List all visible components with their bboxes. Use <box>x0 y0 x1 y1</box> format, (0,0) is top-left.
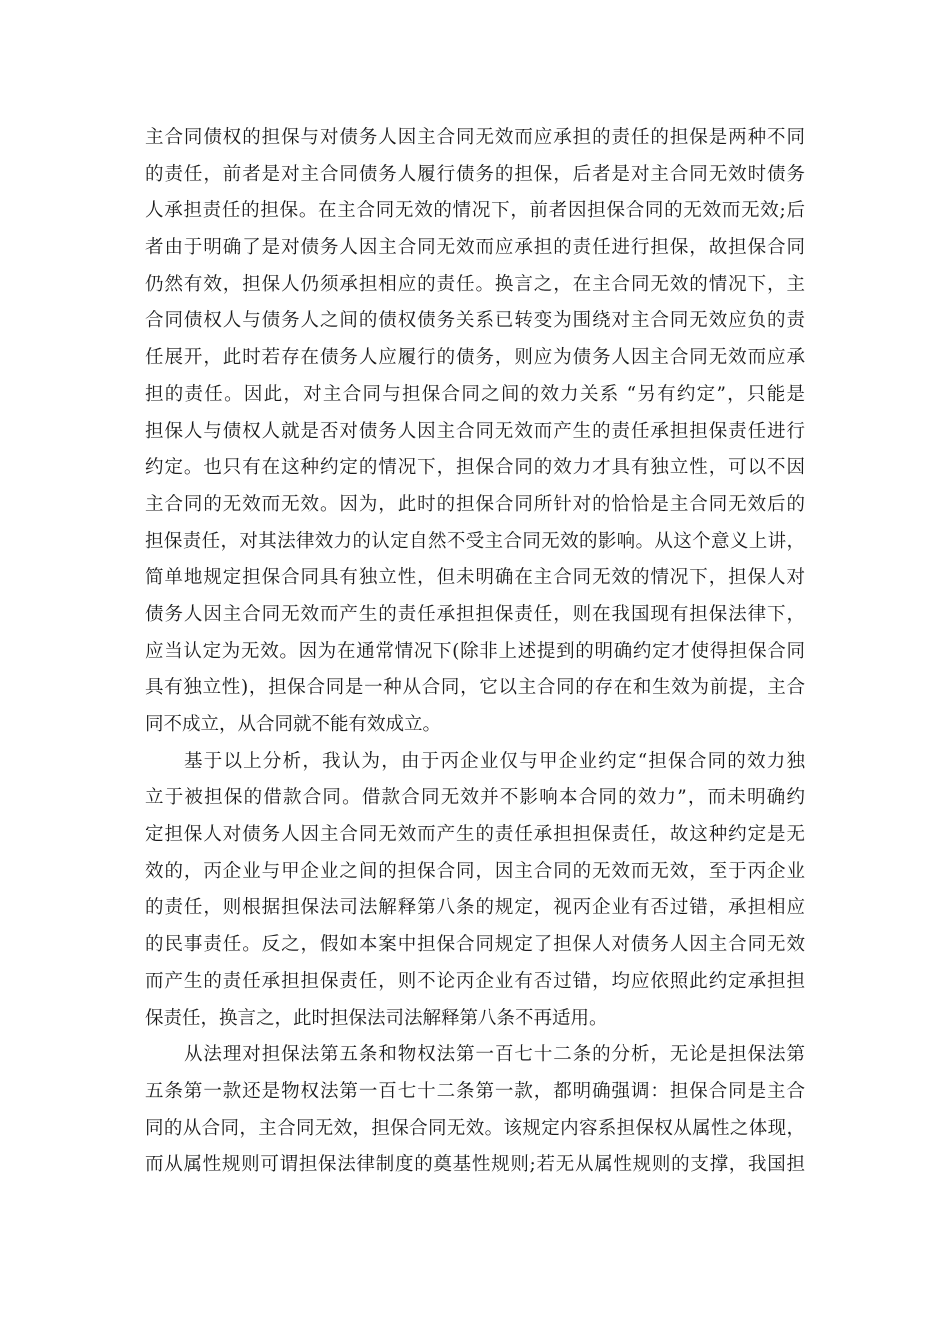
text-line: 担的责任。因此，对主合同与担保合同之间的效力关系 “另有约定”，只能是 <box>145 383 805 405</box>
text-line: 定担保人对债务人因主合同无效而产生的责任承担担保责任，故这种约定是无 <box>145 824 805 846</box>
paragraph-3 <box>145 1037 805 1184</box>
text-line: 同的从合同，主合同无效，担保合同无效。该规定内容系担保权从属性之体现， <box>145 1117 805 1139</box>
text-line: 立于被担保的借款合同。借款合同无效并不影响本合同的效力”，而未明确约 <box>145 787 805 809</box>
text-line: 合同债权人与债务人之间的债权债务关系已转变为围绕对主合同无效应负的责 <box>145 310 805 332</box>
text-line: 具有独立性)，担保合同是一种从合同，它以主合同的存在和生效为前提，主合 <box>145 677 805 699</box>
text-line: 五条第一款还是物权法第一百七十二条第一款，都明确强调：担保合同是主合 <box>145 1080 805 1102</box>
text-line: 从法理对担保法第五条和物权法第一百七十二条的分析，无论是担保法第 <box>184 1044 805 1066</box>
document-body <box>145 120 805 1184</box>
text-line: 保责任，换言之，此时担保法司法解释第八条不再适用。 <box>145 1007 608 1029</box>
text-line: 效的，丙企业与甲企业之间的担保合同，因主合同的无效而无效，至于丙企业 <box>145 860 805 882</box>
text-line: 应当认定为无效。因为在通常情况下(除非上述提到的明确约定才使得担保合同 <box>145 640 805 662</box>
text-line: 者由于明确了是对债务人因主合同无效而应承担的责任进行担保，故担保合同 <box>145 237 805 259</box>
text-line: 主合同的无效而无效。因为，此时的担保合同所针对的恰恰是主合同无效后的 <box>145 493 805 515</box>
text-line: 同不成立，从合同就不能有效成立。 <box>145 714 442 735</box>
text-line: 仍然有效，担保人仍须承担相应的责任。换言之，在主合同无效的情况下，主 <box>145 273 805 295</box>
text-line: 人承担责任的担保。在主合同无效的情况下，前者因担保合同的无效而无效;后 <box>145 200 805 222</box>
text-line: 而从属性规则可谓担保法律制度的奠基性规则;若无从属性规则的支撑，我国担 <box>145 1154 805 1176</box>
text-line: 约定。也只有在这种约定的情况下，担保合同的效力才具有独立性，可以不因 <box>145 457 805 479</box>
text-line: 的责任，前者是对主合同债务人履行债务的担保，后者是对主合同无效时债务 <box>145 163 805 185</box>
text-line: 而产生的责任承担担保责任，则不论丙企业有否过错，均应依照此约定承担担 <box>145 970 805 992</box>
text-line: 担保责任，对其法律效力的认定自然不受主合同无效的影响。从这个意义上讲， <box>145 530 805 552</box>
paragraph-2 <box>145 744 805 1038</box>
text-line: 任展开，此时若存在债务人应履行的债务，则应为债务人因主合同无效而应承 <box>145 347 805 369</box>
text-line: 主合同债权的担保与对债务人因主合同无效而应承担的责任的担保是两种不同 <box>145 127 805 148</box>
text-line: 简单地规定担保合同具有独立性，但未明确在主合同无效的情况下，担保人对 <box>145 567 805 589</box>
paragraph-1 <box>145 120 805 744</box>
text-line: 担保人与债权人就是否对债务人因主合同无效而产生的责任承担担保责任进行 <box>145 420 805 442</box>
text-line: 的民事责任。反之，假如本案中担保合同规定了担保人对债务人因主合同无效 <box>145 934 805 956</box>
text-line: 基于以上分析，我认为，由于丙企业仅与甲企业约定“担保合同的效力独 <box>184 750 805 772</box>
text-line: 债务人因主合同无效而产生的责任承担担保责任，则在我国现有担保法律下， <box>145 603 805 625</box>
text-line: 的责任，则根据担保法司法解释第八条的规定，视丙企业有否过错，承担相应 <box>145 897 805 919</box>
